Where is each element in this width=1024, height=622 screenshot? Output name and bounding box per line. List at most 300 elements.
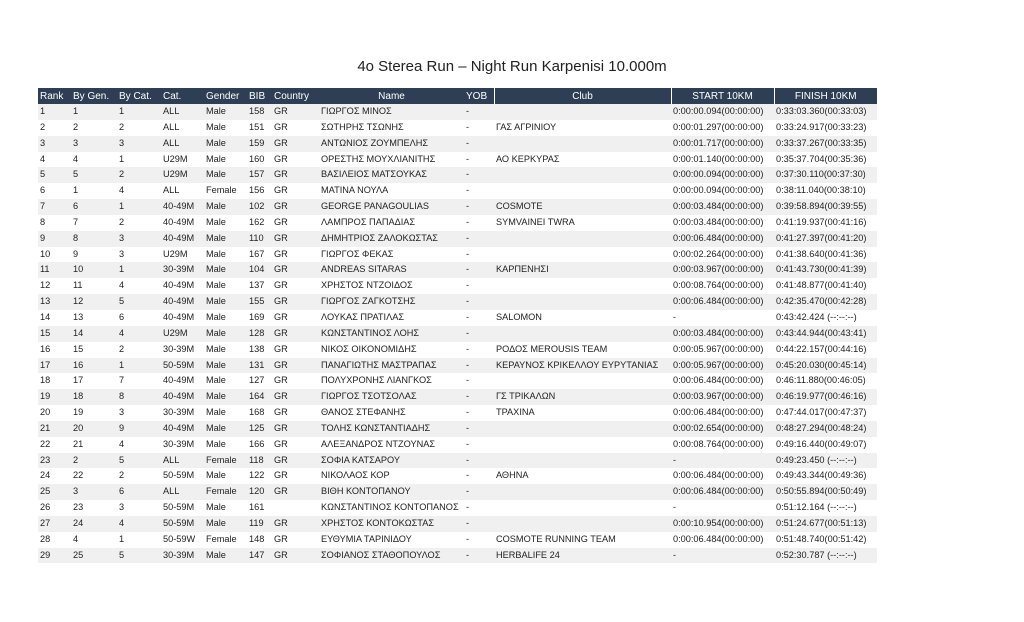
cell-club: ΤΡΑΧΙΝΑ — [494, 405, 671, 421]
cell-category: 30-39M — [161, 437, 204, 453]
cell-bib: 159 — [247, 136, 272, 152]
cell-club: HERBALIFE 24 — [494, 548, 671, 564]
cell-country: GR — [272, 152, 319, 168]
cell-bib: 147 — [247, 548, 272, 564]
cell-country: GR — [272, 326, 319, 342]
cell-bib: 164 — [247, 389, 272, 405]
cell-by-cat: 7 — [117, 373, 161, 389]
cell-country: GR — [272, 136, 319, 152]
cell-by-gen: 10 — [71, 262, 117, 278]
cell-name: GEORGE PANAGOULIAS — [319, 199, 464, 215]
cell-by-cat: 4 — [117, 516, 161, 532]
cell-by-gen: 7 — [71, 215, 117, 231]
cell-name: ANDREAS SITARAS — [319, 262, 464, 278]
cell-club — [494, 136, 671, 152]
cell-category: ALL — [161, 453, 204, 469]
cell-bib: 162 — [247, 215, 272, 231]
header-by-cat: By Cat. — [117, 88, 161, 104]
cell-country: GR — [272, 453, 319, 469]
header-finish: FINISH 10KM — [774, 88, 877, 104]
cell-category: 40-49M — [161, 199, 204, 215]
cell-gender: Male — [204, 231, 247, 247]
cell-rank: 17 — [38, 358, 71, 374]
header-cat: Cat. — [161, 88, 204, 104]
cell-country: GR — [272, 532, 319, 548]
cell-club — [494, 167, 671, 183]
cell-by-cat: 2 — [117, 120, 161, 136]
cell-by-gen: 11 — [71, 278, 117, 294]
cell-finish-time: 0:52:30.787 (--:--:--) — [774, 548, 877, 564]
cell-country: GR — [272, 247, 319, 263]
cell-yob: - — [464, 484, 494, 500]
cell-yob: - — [464, 278, 494, 294]
cell-bib: 104 — [247, 262, 272, 278]
cell-yob: - — [464, 516, 494, 532]
cell-yob: - — [464, 373, 494, 389]
cell-name: ΛΑΜΠΡΟΣ ΠΑΠΑΔΙΑΣ — [319, 215, 464, 231]
cell-rank: 21 — [38, 421, 71, 437]
header-row — [38, 88, 877, 104]
cell-club — [494, 453, 671, 469]
table-row — [38, 310, 877, 326]
cell-start-time: 0:00:00.094(00:00:00) — [671, 167, 774, 183]
cell-yob: - — [464, 136, 494, 152]
cell-gender: Female — [204, 532, 247, 548]
cell-yob: - — [464, 437, 494, 453]
cell-start-time: 0:00:03.484(00:00:00) — [671, 215, 774, 231]
cell-start-time: - — [671, 453, 774, 469]
cell-rank: 26 — [38, 500, 71, 516]
results-body — [38, 104, 877, 563]
cell-club — [494, 421, 671, 437]
cell-by-gen: 3 — [71, 136, 117, 152]
cell-country: GR — [272, 516, 319, 532]
cell-yob: - — [464, 152, 494, 168]
cell-yob: - — [464, 199, 494, 215]
cell-category: 50-59M — [161, 468, 204, 484]
table-row — [38, 405, 877, 421]
cell-finish-time: 0:46:19.977(00:46:16) — [774, 389, 877, 405]
cell-by-cat: 1 — [117, 262, 161, 278]
cell-by-cat: 2 — [117, 215, 161, 231]
cell-start-time: 0:00:06.484(00:00:00) — [671, 373, 774, 389]
header-yob: YOB — [464, 88, 494, 104]
header-club: Club — [494, 88, 671, 104]
cell-name: ΛΟΥΚΑΣ ΠΡΑΤΙΛΑΣ — [319, 310, 464, 326]
cell-start-time: - — [671, 548, 774, 564]
header-by-gen: By Gen. — [71, 88, 117, 104]
cell-rank: 10 — [38, 247, 71, 263]
table-row — [38, 120, 877, 136]
table-row — [38, 358, 877, 374]
cell-name: ΝΙΚΟΛΑΟΣ ΚΟΡ — [319, 468, 464, 484]
cell-by-gen: 9 — [71, 247, 117, 263]
cell-finish-time: 0:49:43.344(00:49:36) — [774, 468, 877, 484]
cell-gender: Male — [204, 389, 247, 405]
cell-rank: 16 — [38, 342, 71, 358]
table-row — [38, 453, 877, 469]
cell-bib: 167 — [247, 247, 272, 263]
cell-name: ΤΟΛΗΣ ΚΩΝΣΤΑΝΤΙΑΔΗΣ — [319, 421, 464, 437]
table-row — [38, 294, 877, 310]
table-row — [38, 437, 877, 453]
cell-by-gen: 21 — [71, 437, 117, 453]
cell-category: ALL — [161, 136, 204, 152]
cell-by-gen: 6 — [71, 199, 117, 215]
header-rank: Rank — [38, 88, 71, 104]
cell-by-gen: 18 — [71, 389, 117, 405]
cell-rank: 5 — [38, 167, 71, 183]
cell-rank: 6 — [38, 183, 71, 199]
cell-bib: 128 — [247, 326, 272, 342]
cell-rank: 29 — [38, 548, 71, 564]
cell-country: GR — [272, 120, 319, 136]
cell-yob: - — [464, 294, 494, 310]
cell-by-cat: 2 — [117, 342, 161, 358]
cell-country: GR — [272, 183, 319, 199]
cell-club: COSMOTE — [494, 199, 671, 215]
table-row — [38, 500, 877, 516]
header-name: Name — [319, 88, 464, 104]
cell-by-cat: 5 — [117, 548, 161, 564]
table-row — [38, 484, 877, 500]
cell-name: ΠΟΛΥΧΡΟΝΗΣ ΛΙΑΝΓΚΟΣ — [319, 373, 464, 389]
cell-by-gen: 5 — [71, 167, 117, 183]
cell-bib: 125 — [247, 421, 272, 437]
cell-category: U29M — [161, 247, 204, 263]
cell-club: ΑΟ ΚΕΡΚΥΡΑΣ — [494, 152, 671, 168]
cell-yob: - — [464, 548, 494, 564]
cell-name: ΑΝΤΩΝΙΟΣ ΖΟΥΜΠΕΛΗΣ — [319, 136, 464, 152]
cell-club: ΓΣ ΤΡΙΚΑΛΩΝ — [494, 389, 671, 405]
cell-finish-time: 0:51:48.740(00:51:42) — [774, 532, 877, 548]
cell-by-cat: 6 — [117, 310, 161, 326]
cell-country: GR — [272, 278, 319, 294]
cell-finish-time: 0:44:22.157(00:44:16) — [774, 342, 877, 358]
cell-yob: - — [464, 358, 494, 374]
cell-club — [494, 231, 671, 247]
cell-gender: Female — [204, 484, 247, 500]
cell-rank: 25 — [38, 484, 71, 500]
cell-start-time: - — [671, 310, 774, 326]
cell-by-cat: 3 — [117, 247, 161, 263]
cell-gender: Male — [204, 310, 247, 326]
cell-club — [494, 183, 671, 199]
cell-rank: 4 — [38, 152, 71, 168]
results-table — [38, 88, 877, 563]
cell-yob: - — [464, 500, 494, 516]
cell-category: 30-39M — [161, 548, 204, 564]
cell-by-gen: 17 — [71, 373, 117, 389]
table-row — [38, 468, 877, 484]
cell-by-cat: 9 — [117, 421, 161, 437]
table-row — [38, 231, 877, 247]
cell-by-cat: 2 — [117, 468, 161, 484]
cell-finish-time: 0:47:44.017(00:47:37) — [774, 405, 877, 421]
cell-gender: Male — [204, 104, 247, 120]
cell-start-time: 0:00:03.967(00:00:00) — [671, 389, 774, 405]
table-row — [38, 421, 877, 437]
cell-bib: 137 — [247, 278, 272, 294]
cell-rank: 18 — [38, 373, 71, 389]
cell-by-gen: 4 — [71, 152, 117, 168]
cell-finish-time: 0:41:43.730(00:41:39) — [774, 262, 877, 278]
cell-by-gen: 14 — [71, 326, 117, 342]
header-start: START 10KM — [671, 88, 774, 104]
cell-category: U29M — [161, 326, 204, 342]
cell-finish-time: 0:33:03.360(00:33:03) — [774, 104, 877, 120]
cell-by-gen: 24 — [71, 516, 117, 532]
cell-by-gen: 25 — [71, 548, 117, 564]
cell-country: GR — [272, 484, 319, 500]
cell-finish-time: 0:43:42.424 (--:--:--) — [774, 310, 877, 326]
cell-country: GR — [272, 437, 319, 453]
cell-gender: Male — [204, 405, 247, 421]
cell-country: GR — [272, 215, 319, 231]
table-row — [38, 532, 877, 548]
cell-rank: 2 — [38, 120, 71, 136]
table-row — [38, 247, 877, 263]
cell-country: GR — [272, 373, 319, 389]
cell-yob: - — [464, 342, 494, 358]
cell-bib: 161 — [247, 500, 272, 516]
cell-by-cat: 3 — [117, 231, 161, 247]
cell-bib: 168 — [247, 405, 272, 421]
cell-gender: Male — [204, 262, 247, 278]
cell-gender: Male — [204, 342, 247, 358]
cell-bib: 131 — [247, 358, 272, 374]
cell-country: GR — [272, 358, 319, 374]
cell-finish-time: 0:49:16.440(00:49:07) — [774, 437, 877, 453]
cell-gender: Male — [204, 421, 247, 437]
cell-rank: 14 — [38, 310, 71, 326]
table-row — [38, 516, 877, 532]
cell-name: ΑΛΕΞΑΝΔΡΟΣ ΝΤΖΟΥΝΑΣ — [319, 437, 464, 453]
cell-yob: - — [464, 247, 494, 263]
cell-gender: Female — [204, 453, 247, 469]
table-row — [38, 373, 877, 389]
cell-by-gen: 15 — [71, 342, 117, 358]
table-row — [38, 389, 877, 405]
cell-rank: 24 — [38, 468, 71, 484]
cell-club: ΓΑΣ ΑΓΡΙΝΙΟΥ — [494, 120, 671, 136]
cell-by-cat: 1 — [117, 199, 161, 215]
results-header — [38, 88, 877, 104]
cell-rank: 11 — [38, 262, 71, 278]
cell-finish-time: 0:41:38.640(00:41:36) — [774, 247, 877, 263]
cell-name: ΔΗΜΗΤΡΙΟΣ ΖΑΛΟΚΩΣΤΑΣ — [319, 231, 464, 247]
header-bib: BIB — [247, 88, 272, 104]
cell-gender: Male — [204, 152, 247, 168]
cell-yob: - — [464, 231, 494, 247]
cell-by-gen: 2 — [71, 120, 117, 136]
cell-category: 40-49M — [161, 421, 204, 437]
cell-finish-time: 0:42:35.470(00:42:28) — [774, 294, 877, 310]
table-row — [38, 262, 877, 278]
cell-name: ΣΟΦΙΑ ΚΑΤΣΑΡΟΥ — [319, 453, 464, 469]
cell-name: ΚΩΝΣΤΑΝΤΙΝΟΣ ΚΟΝΤΟΠΑΝΟΣ — [319, 500, 464, 516]
cell-yob: - — [464, 453, 494, 469]
cell-by-cat: 1 — [117, 358, 161, 374]
cell-rank: 7 — [38, 199, 71, 215]
cell-start-time: 0:00:06.484(00:00:00) — [671, 532, 774, 548]
cell-club: SYMVAINEI TWRA — [494, 215, 671, 231]
cell-bib: 151 — [247, 120, 272, 136]
cell-name: ΚΩΝΣΤΑΝΤΙΝΟΣ ΛΟΗΣ — [319, 326, 464, 342]
cell-finish-time: 0:38:11.040(00:38:10) — [774, 183, 877, 199]
cell-bib: 119 — [247, 516, 272, 532]
cell-country: GR — [272, 231, 319, 247]
cell-by-gen: 22 — [71, 468, 117, 484]
cell-country: GR — [272, 405, 319, 421]
cell-name: ΕΥΘΥΜΙΑ ΤΑΡΙΝΙΔΟΥ — [319, 532, 464, 548]
cell-gender: Male — [204, 468, 247, 484]
cell-start-time: 0:00:03.484(00:00:00) — [671, 199, 774, 215]
cell-by-cat: 1 — [117, 152, 161, 168]
cell-yob: - — [464, 215, 494, 231]
cell-start-time: 0:00:06.484(00:00:00) — [671, 294, 774, 310]
cell-by-gen: 2 — [71, 453, 117, 469]
cell-by-gen: 23 — [71, 500, 117, 516]
cell-gender: Male — [204, 199, 247, 215]
cell-club — [494, 104, 671, 120]
cell-name: ΣΟΦΙΑΝΟΣ ΣΤΑΘΟΠΟΥΛΟΣ — [319, 548, 464, 564]
cell-country: GR — [272, 342, 319, 358]
cell-category: 40-49M — [161, 215, 204, 231]
cell-club — [494, 326, 671, 342]
cell-finish-time: 0:33:37.267(00:33:35) — [774, 136, 877, 152]
cell-category: 40-49M — [161, 294, 204, 310]
cell-start-time: 0:00:00.094(00:00:00) — [671, 104, 774, 120]
cell-start-time: 0:00:06.484(00:00:00) — [671, 231, 774, 247]
cell-start-time: 0:00:08.764(00:00:00) — [671, 437, 774, 453]
cell-finish-time: 0:37:30.110(00:37:30) — [774, 167, 877, 183]
cell-by-cat: 1 — [117, 104, 161, 120]
cell-club — [494, 373, 671, 389]
cell-by-cat: 6 — [117, 484, 161, 500]
cell-name: ΘΑΝΟΣ ΣΤΕΦΑΝΗΣ — [319, 405, 464, 421]
cell-finish-time: 0:46:11.880(00:46:05) — [774, 373, 877, 389]
cell-category: 30-39M — [161, 342, 204, 358]
cell-start-time: 0:00:08.764(00:00:00) — [671, 278, 774, 294]
cell-name: ΜΑΤΙΝΑ ΝΟΥΛΑ — [319, 183, 464, 199]
cell-start-time: 0:00:02.264(00:00:00) — [671, 247, 774, 263]
cell-country: GR — [272, 421, 319, 437]
cell-name: ΧΡΗΣΤΟΣ ΚΟΝΤΟΚΩΣΤΑΣ — [319, 516, 464, 532]
cell-yob: - — [464, 262, 494, 278]
cell-rank: 27 — [38, 516, 71, 532]
cell-start-time: 0:00:06.484(00:00:00) — [671, 405, 774, 421]
table-row — [38, 342, 877, 358]
cell-yob: - — [464, 183, 494, 199]
cell-rank: 28 — [38, 532, 71, 548]
cell-country: GR — [272, 294, 319, 310]
table-row — [38, 167, 877, 183]
cell-club: ΚΑΡΠΕΝΗΣΙ — [494, 262, 671, 278]
cell-club — [494, 484, 671, 500]
cell-by-cat: 3 — [117, 136, 161, 152]
cell-finish-time: 0:51:12.164 (--:--:--) — [774, 500, 877, 516]
cell-gender: Male — [204, 167, 247, 183]
cell-club — [494, 437, 671, 453]
cell-name: ΣΩΤΗΡΗΣ ΤΣΩΝΗΣ — [319, 120, 464, 136]
cell-country: GR — [272, 389, 319, 405]
cell-category: 40-49M — [161, 389, 204, 405]
cell-by-gen: 12 — [71, 294, 117, 310]
cell-rank: 20 — [38, 405, 71, 421]
cell-by-gen: 16 — [71, 358, 117, 374]
cell-club — [494, 516, 671, 532]
cell-country: GR — [272, 167, 319, 183]
cell-name: ΓΙΩΡΓΟΣ ΦΕΚΑΣ — [319, 247, 464, 263]
cell-finish-time: 0:41:27.397(00:41:20) — [774, 231, 877, 247]
cell-bib: 156 — [247, 183, 272, 199]
cell-yob: - — [464, 104, 494, 120]
cell-start-time: 0:00:03.484(00:00:00) — [671, 326, 774, 342]
cell-country: GR — [272, 199, 319, 215]
cell-yob: - — [464, 310, 494, 326]
cell-category: 30-39M — [161, 262, 204, 278]
cell-finish-time: 0:39:58.894(00:39:55) — [774, 199, 877, 215]
cell-rank: 22 — [38, 437, 71, 453]
cell-rank: 13 — [38, 294, 71, 310]
cell-yob: - — [464, 120, 494, 136]
cell-name: ΠΑΝΑΓΙΩΤΗΣ ΜΑΣΤΡΑΠΑΣ — [319, 358, 464, 374]
table-row — [38, 104, 877, 120]
cell-start-time: 0:00:05.967(00:00:00) — [671, 342, 774, 358]
cell-club: ΡΟΔΟΣ MEROUSIS TEAM — [494, 342, 671, 358]
cell-bib: 158 — [247, 104, 272, 120]
cell-by-gen: 3 — [71, 484, 117, 500]
cell-yob: - — [464, 405, 494, 421]
cell-name: ΒΙΘΗ ΚΟΝΤΟΠΑΝΟΥ — [319, 484, 464, 500]
cell-bib: 169 — [247, 310, 272, 326]
cell-gender: Male — [204, 215, 247, 231]
cell-category: 40-49M — [161, 278, 204, 294]
cell-yob: - — [464, 167, 494, 183]
cell-by-gen: 4 — [71, 532, 117, 548]
cell-by-cat: 4 — [117, 278, 161, 294]
cell-category: 40-49M — [161, 373, 204, 389]
cell-category: 50-59M — [161, 516, 204, 532]
cell-by-gen: 1 — [71, 104, 117, 120]
cell-gender: Male — [204, 500, 247, 516]
cell-finish-time: 0:50:55.894(00:50:49) — [774, 484, 877, 500]
cell-start-time: 0:00:03.967(00:00:00) — [671, 262, 774, 278]
cell-club — [494, 500, 671, 516]
cell-name: ΓΙΩΡΓΟΣ ΜΙΝΟΣ — [319, 104, 464, 120]
cell-start-time: 0:00:02.654(00:00:00) — [671, 421, 774, 437]
cell-country: GR — [272, 468, 319, 484]
cell-category: 50-59M — [161, 358, 204, 374]
cell-club: SALOMON — [494, 310, 671, 326]
cell-yob: - — [464, 468, 494, 484]
cell-rank: 23 — [38, 453, 71, 469]
cell-category: 40-49M — [161, 231, 204, 247]
cell-bib: 138 — [247, 342, 272, 358]
cell-finish-time: 0:43:44.944(00:43:41) — [774, 326, 877, 342]
cell-gender: Female — [204, 183, 247, 199]
cell-bib: 155 — [247, 294, 272, 310]
cell-category: ALL — [161, 183, 204, 199]
cell-by-gen: 1 — [71, 183, 117, 199]
table-row — [38, 278, 877, 294]
cell-gender: Male — [204, 294, 247, 310]
cell-bib: 102 — [247, 199, 272, 215]
cell-by-cat: 8 — [117, 389, 161, 405]
cell-bib: 157 — [247, 167, 272, 183]
cell-category: U29M — [161, 152, 204, 168]
